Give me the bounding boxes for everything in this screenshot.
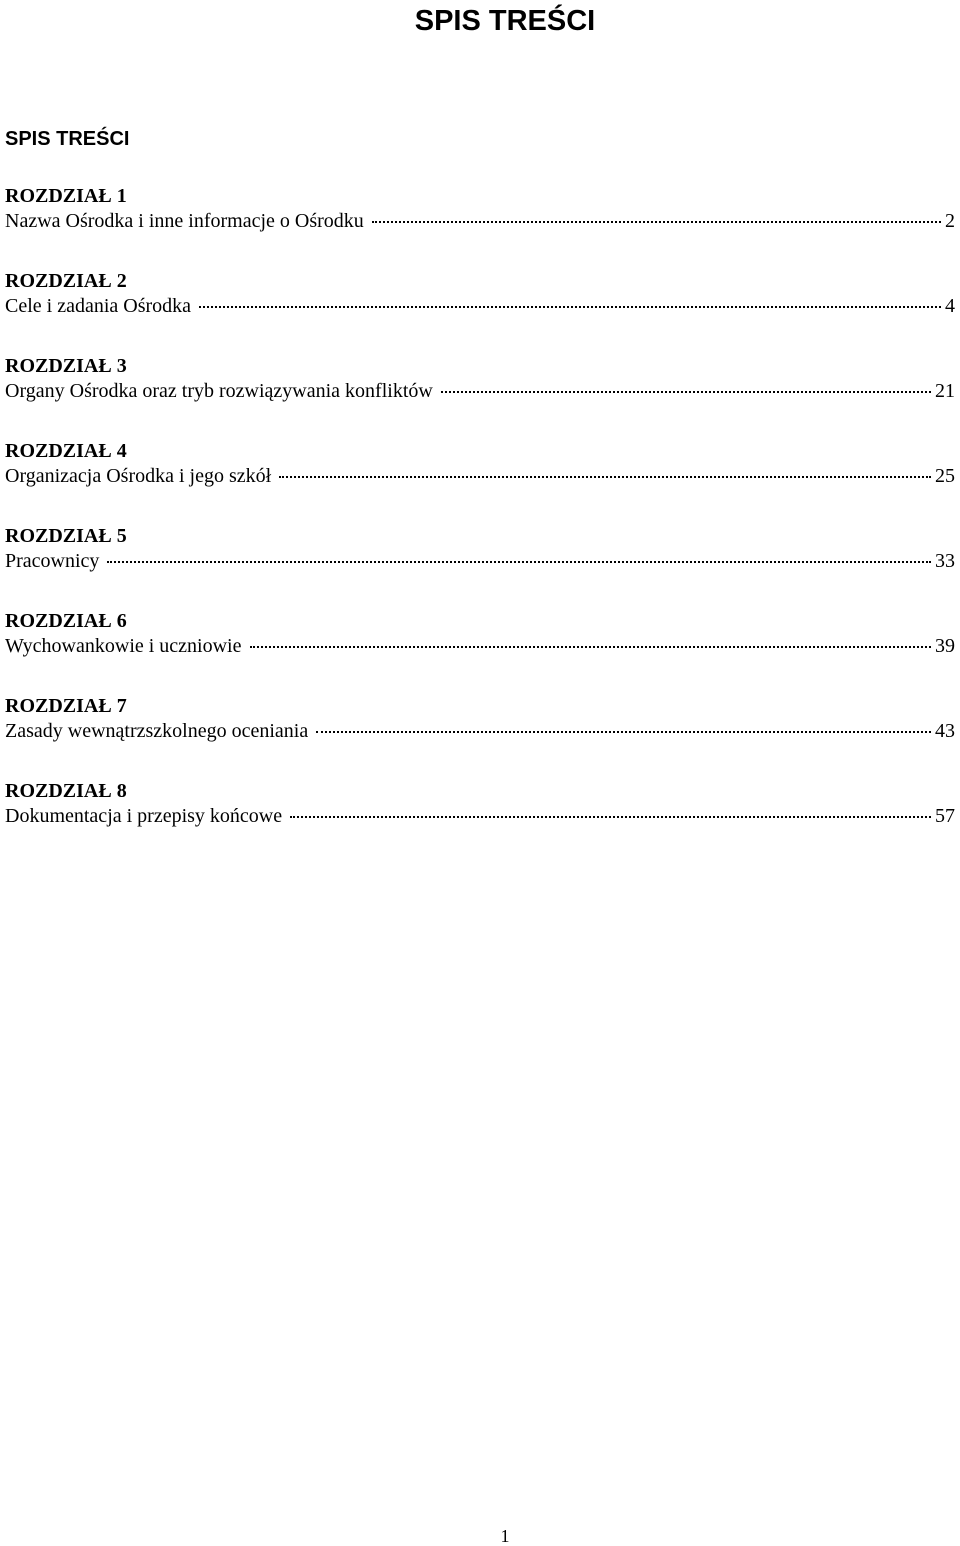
toc-entry-chapter-7[interactable] (5, 694, 955, 779)
chapter-title: Organy Ośrodka oraz tryb rozwiązywania konfliktów (5, 380, 433, 402)
dot-leader (316, 731, 931, 733)
dot-leader (372, 221, 941, 223)
chapter-line (5, 719, 955, 744)
toc-entry-chapter-5[interactable] (5, 524, 955, 609)
chapter-label: ROZDZIAŁ 3 (5, 355, 127, 377)
chapter-page-number: 2 (945, 210, 955, 232)
chapter-label: ROZDZIAŁ 8 (5, 780, 127, 802)
dot-leader (199, 306, 941, 308)
chapter-page-number: 21 (935, 380, 955, 402)
chapter-page-number: 39 (935, 635, 955, 657)
chapter-line (5, 804, 955, 829)
chapter-title: Nazwa Ośrodka i inne informacje o Ośrodku (5, 210, 364, 232)
chapter-line (5, 209, 955, 234)
toc-entry-chapter-8[interactable] (5, 779, 955, 864)
footer-page-number: 1 (500, 1526, 510, 1546)
chapter-title: Dokumentacja i przepisy końcowe (5, 805, 283, 827)
toc-entry-chapter-2[interactable] (5, 269, 955, 354)
table-of-contents (5, 184, 955, 864)
page-title: SPIS TREŚCI (414, 5, 596, 37)
dot-leader (107, 561, 931, 563)
chapter-label: ROZDZIAŁ 5 (5, 525, 127, 547)
chapter-title: Pracownicy (5, 550, 100, 572)
toc-entry-chapter-6[interactable] (5, 609, 955, 694)
toc-entry-chapter-1[interactable] (5, 184, 955, 269)
chapter-title: Cele i zadania Ośrodka (5, 295, 192, 317)
chapter-line (5, 549, 955, 574)
dot-leader (290, 816, 931, 818)
chapter-page-number: 33 (935, 550, 955, 572)
toc-entry-chapter-4[interactable] (5, 439, 955, 524)
chapter-line (5, 464, 955, 489)
chapter-label: ROZDZIAŁ 1 (5, 185, 127, 207)
chapter-label: ROZDZIAŁ 7 (5, 695, 127, 717)
chapter-label: ROZDZIAŁ 6 (5, 610, 127, 632)
chapter-title: Wychowankowie i uczniowie (5, 635, 242, 657)
dot-leader (250, 646, 932, 648)
chapter-page-number: 43 (935, 720, 955, 742)
chapter-line (5, 379, 955, 404)
dot-leader (279, 476, 931, 478)
chapter-label: ROZDZIAŁ 4 (5, 440, 127, 462)
dot-leader (441, 391, 931, 393)
chapter-title: Zasady wewnątrzszkolnego oceniania (5, 720, 309, 742)
chapter-label: ROZDZIAŁ 2 (5, 270, 127, 292)
chapter-line (5, 294, 955, 319)
chapter-page-number: 25 (935, 465, 955, 487)
chapter-line (5, 634, 955, 659)
chapter-title: Organizacja Ośrodka i jego szkół (5, 465, 272, 487)
toc-entry-chapter-3[interactable] (5, 354, 955, 439)
toc-heading: SPIS TREŚCI (5, 128, 130, 150)
chapter-page-number: 57 (935, 805, 955, 827)
chapter-page-number: 4 (945, 295, 955, 317)
